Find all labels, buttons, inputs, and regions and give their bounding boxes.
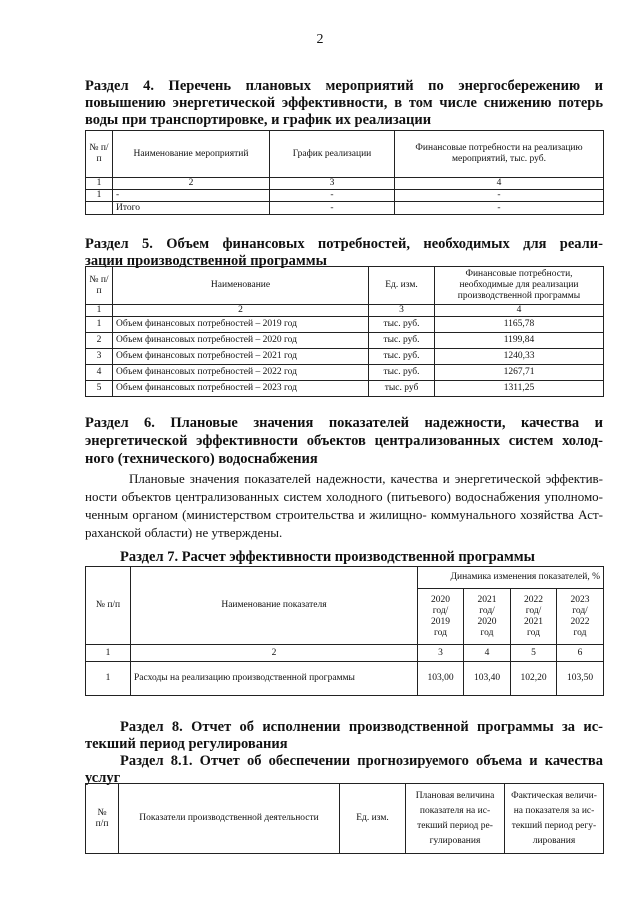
s4-header-name: Наименование мероприятий [113,131,270,178]
section6-title-line1: Раздел 6. Плановые значения показателей надежности, качества и [85,415,603,431]
s5-row-name: Объем финансовых потребностей – 2022 год [113,365,369,381]
s4-header-schedule: График реализации [270,131,395,178]
s5-row-name: Объем финансовых потребностей – 2019 год [113,317,369,333]
s8-header-planned: Плановая величина показателя на ис- текший период ре- гулирования [406,784,505,854]
s7-year-col-3: 2022 год/ 2021 год [511,589,557,645]
s4-total-cell: - [270,202,395,215]
section6-title-line2: энергетической эффективности объектов централизованных систем холод- [85,433,603,449]
s7-numbering-cell: 2 [131,645,418,662]
s5-numbering-cell: 3 [369,305,435,317]
section7-title: Раздел 7. Расчет эффективности производственной программы [120,549,535,565]
s7-row-value: 103,40 [464,662,511,696]
s5-row-value: 1199,84 [435,333,604,349]
s5-row-unit: тыс. руб. [369,317,435,333]
section4-table [85,130,604,215]
s7-year-col-4: 2023 год/ 2022 год [557,589,604,645]
s5-row-num: 4 [86,365,113,381]
s4-total-cell: - [395,202,604,215]
s8-header-num: № п/п [86,784,119,854]
s7-header-dynamics: Динамика изменения показателей, % [418,567,604,589]
s7-row-num: 1 [86,662,131,696]
s4-row-cell: - [395,190,604,202]
s4-numbering-cell: 1 [86,178,113,190]
s5-numbering-cell: 4 [435,305,604,317]
s5-row-num: 2 [86,333,113,349]
s4-header-num: № п/п [86,131,113,178]
s7-numbering-cell: 4 [464,645,511,662]
s4-numbering-cell: 4 [395,178,604,190]
section6-paragraph-line2: ности объектов централизованных систем холодного (питьевого) водоснабжения уполномо- [85,489,603,504]
section4-title-line2: повышению энергетической эффективности, в том числе снижению потерь [85,95,603,111]
s4-row-cell: 1 [86,190,113,202]
s7-row-value: 102,20 [511,662,557,696]
s4-row-cell: - [113,190,270,202]
s8-header-actual: Фактическая величи- на показателя за ис- текший период регу- лирования [505,784,604,854]
s5-row-name: Объем финансовых потребностей – 2023 год [113,381,369,397]
section4-title-line1: Раздел 4. Перечень плановых мероприятий по энергосбережению и [85,78,603,94]
s5-numbering-cell: 2 [113,305,369,317]
section5-title-line2: зации производственной программы [85,253,327,269]
section5-title-line1: Раздел 5. Объем финансовых потребностей, необходимых для реали- [85,236,603,252]
section8-title-line2: текший период регулирования [85,736,288,752]
section8-1-title-line2: услуг [85,770,121,786]
s8-header-name: Показатели производственной деятельности [119,784,340,854]
s5-header-unit: Ед. изм. [369,267,435,305]
section7-table [85,566,604,696]
s7-row-value: 103,50 [557,662,604,696]
s5-row-num: 1 [86,317,113,333]
s4-total-cell [86,202,113,215]
s5-header-num: № п/п [86,267,113,305]
s4-total-label: Итого [113,202,270,215]
s8-header-unit: Ед. изм. [340,784,406,854]
s7-year-col-2: 2021 год/ 2020 год [464,589,511,645]
page-number: 2 [316,32,324,47]
s5-row-name: Объем финансовых потребностей – 2021 год [113,349,369,365]
s4-numbering-cell: 3 [270,178,395,190]
s7-row-name: Расходы на реализацию производственной программы [131,662,418,696]
s4-header-finance: Финансовые потребности на реализацию мероприятий, тыс. руб. [395,131,604,178]
s5-header-finance: Финансовые потребности, необходимые для реализации производственной программы [435,267,604,305]
section8-table [85,783,604,854]
s7-header-num: № п/п [86,567,131,645]
s5-row-name: Объем финансовых потребностей – 2020 год [113,333,369,349]
s5-row-value: 1240,33 [435,349,604,365]
s7-header-name: Наименование показателя [131,567,418,645]
s5-row-num: 3 [86,349,113,365]
s4-numbering-cell: 2 [113,178,270,190]
s7-numbering-cell: 1 [86,645,131,662]
section6-title-line3: ного (технического) водоснабжения [85,451,318,467]
section5-table [85,266,604,397]
section4-title-line3: воды при транспортировке, и график их реализации [85,112,432,128]
s5-row-unit: тыс. руб [369,381,435,397]
section6-paragraph-line1: Плановые значения показателей надежности, качества и энергетической эффектив- [129,471,603,486]
section6-paragraph-line3: ченным органом (министерством строительства и жилищно- коммунального хозяйства Аст- [85,507,603,522]
s5-row-unit: тыс. руб. [369,349,435,365]
s7-numbering-cell: 3 [418,645,464,662]
section8-1-title-line1: Раздел 8.1. Отчет об обеспечении прогнозируемого объема и качества [120,753,603,769]
s7-numbering-cell: 6 [557,645,604,662]
s7-numbering-cell: 5 [511,645,557,662]
s5-row-num: 5 [86,381,113,397]
s7-row-value: 103,00 [418,662,464,696]
s5-row-value: 1311,25 [435,381,604,397]
section8-title-line1: Раздел 8. Отчет об исполнении производственной программы за ис- [120,719,603,735]
section6-paragraph-line4: раханской области) не утверждены. [85,525,283,540]
s5-row-unit: тыс. руб. [369,365,435,381]
s7-year-col-1: 2020 год/ 2019 год [418,589,464,645]
s5-header-name: Наименование [113,267,369,305]
s5-row-unit: тыс. руб. [369,333,435,349]
s5-row-value: 1267,71 [435,365,604,381]
s5-numbering-cell: 1 [86,305,113,317]
s5-row-value: 1165,78 [435,317,604,333]
s4-row-cell: - [270,190,395,202]
